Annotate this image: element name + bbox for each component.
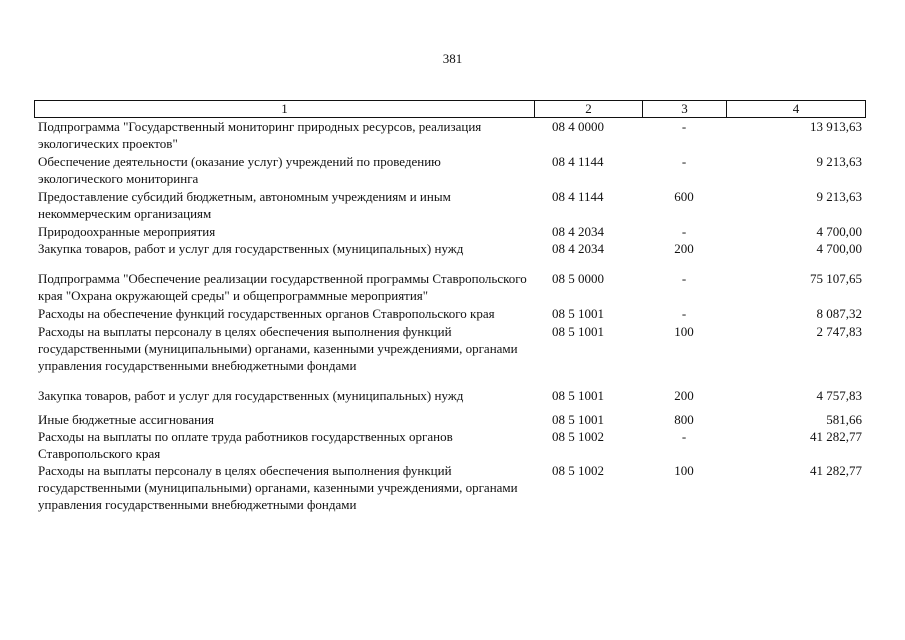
row-type: 100 — [674, 324, 694, 339]
table-row — [38, 428, 864, 462]
row-name: Подпрограмма "Государственный мониторинг природных ресурсов, реализация экологических проектов" — [38, 119, 482, 151]
header-col-3: 3 — [643, 101, 727, 117]
row-name: Обеспечение деятельности (оказание услуг) учреждений по проведению экологического мониторинга — [38, 154, 441, 186]
row-amount: 41 282,77 — [810, 429, 862, 444]
row-code: 08 5 1001 — [552, 306, 604, 321]
row-type: - — [681, 429, 687, 444]
row-amount: 581,66 — [826, 412, 862, 427]
row-amount: 41 282,77 — [810, 463, 862, 478]
row-code: 08 5 1001 — [552, 324, 604, 339]
table-row — [38, 153, 864, 187]
table-row — [38, 305, 864, 322]
row-name: Расходы на обеспечение функций государственных органов Ставропольского края — [38, 306, 495, 321]
row-code: 08 5 1002 — [552, 463, 604, 478]
table-body — [38, 118, 864, 513]
table-row — [38, 462, 864, 513]
row-amount: 4 700,00 — [816, 224, 862, 239]
row-type: - — [681, 271, 687, 286]
row-amount: 2 747,83 — [816, 324, 862, 339]
row-amount: 13 913,63 — [810, 119, 862, 134]
table-row — [38, 387, 864, 404]
row-code: 08 5 1001 — [552, 388, 604, 403]
page-number: 381 — [442, 51, 463, 66]
table-header — [34, 100, 866, 118]
row-code: 08 4 2034 — [552, 241, 604, 256]
row-type: 100 — [674, 463, 694, 478]
row-code: 08 4 1144 — [552, 189, 604, 204]
row-type: - — [681, 119, 687, 134]
row-amount: 75 107,65 — [810, 271, 862, 286]
table-row — [38, 223, 864, 240]
row-name: Иные бюджетные ассигнования — [38, 412, 215, 427]
header-col-4: 4 — [792, 101, 800, 116]
row-name: Закупка товаров, работ и услуг для государственных (муниципальных) нужд — [38, 241, 464, 256]
table-row — [38, 240, 864, 257]
row-amount: 9 213,63 — [816, 189, 862, 204]
row-amount: 8 087,32 — [816, 306, 862, 321]
row-type: - — [681, 224, 687, 239]
row-name: Закупка товаров, работ и услуг для государственных (муниципальных) нужд — [38, 388, 464, 403]
table-row — [38, 323, 864, 374]
row-name: Расходы на выплаты персоналу в целях обеспечения выполнения функций государственными (муниципальными) органами, казенными учреждениями, органами управления государственными внебюджетными фондами — [38, 463, 518, 512]
row-name: Расходы на выплаты персоналу в целях обеспечения выполнения функций государственными (муниципальными) органами, казенными учреждениями, органами управления государственными внебюджетными фондами — [38, 324, 518, 373]
row-name: Природоохранные мероприятия — [38, 224, 216, 239]
row-type: 800 — [674, 412, 694, 427]
row-type: 200 — [674, 241, 694, 256]
row-name: Подпрограмма "Обеспечение реализации государственной программы Ставропольского края "Охрана окружающей среды" и общепрограммные мероприятия" — [38, 271, 527, 303]
row-code: 08 5 0000 — [552, 271, 604, 286]
table-row — [38, 270, 864, 304]
table-row — [38, 411, 864, 428]
row-code: 08 4 0000 — [552, 119, 604, 134]
table-row — [38, 118, 864, 152]
row-code: 08 4 1144 — [552, 154, 604, 169]
row-name: Предоставление субсидий бюджетным, автономным учреждениям и иным некоммерческим организациям — [38, 189, 451, 221]
row-code: 08 5 1002 — [552, 429, 604, 444]
row-code: 08 5 1001 — [552, 412, 604, 427]
row-name: Расходы на выплаты по оплате труда работников государственных органов Ставропольского края — [38, 429, 453, 461]
table-row — [38, 188, 864, 222]
row-amount: 9 213,63 — [816, 154, 862, 169]
row-type: 200 — [674, 388, 694, 403]
row-type: - — [681, 306, 687, 321]
row-amount: 4 757,83 — [816, 388, 862, 403]
row-amount: 4 700,00 — [816, 241, 862, 256]
header-col-1: 1 — [35, 101, 535, 117]
row-type: 600 — [674, 189, 694, 204]
row-code: 08 4 2034 — [552, 224, 604, 239]
row-type: - — [681, 154, 687, 169]
header-col-2: 2 — [535, 101, 643, 117]
